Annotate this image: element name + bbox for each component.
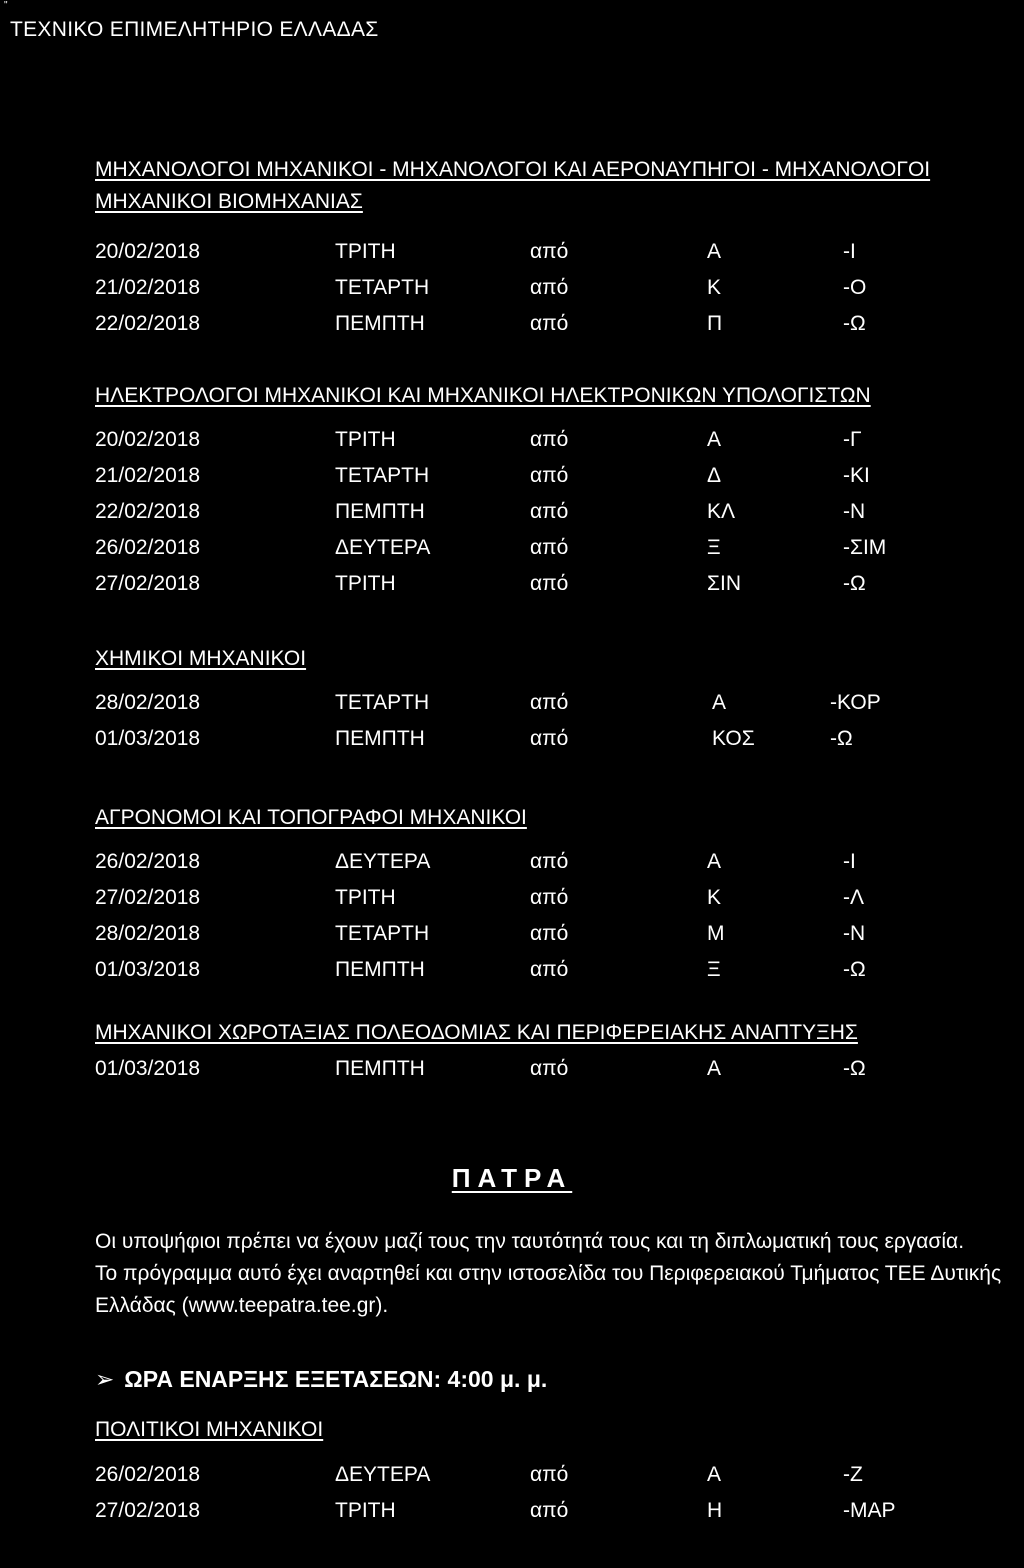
- row-start-letter: Α: [712, 691, 727, 714]
- row-end-letter: -ΚΙ: [843, 464, 870, 487]
- row-day: ΤΡΙΤΗ: [335, 240, 396, 263]
- arrow-bullet-icon: ➢: [95, 1366, 115, 1392]
- row-from: από: [530, 500, 569, 523]
- row-start-letter: Α: [707, 1057, 722, 1080]
- row-start-letter: Μ: [707, 922, 725, 945]
- row-start-letter: ΣΙΝ: [707, 572, 741, 595]
- schedule-row: [95, 234, 1015, 270]
- row-date: 27/02/2018: [95, 572, 201, 595]
- row-from: από: [530, 572, 569, 595]
- section-title: ΠΟΛΙΤΙΚΟΙ ΜΗΧΑΝΙΚΟΙ: [95, 1418, 324, 1441]
- row-day: ΠΕΜΠΤΗ: [335, 1057, 425, 1080]
- row-date: 21/02/2018: [95, 464, 201, 487]
- row-day: ΔΕΥΤΕΡΑ: [335, 1463, 431, 1486]
- row-start-letter: Ξ: [707, 536, 721, 559]
- schedule-row: [95, 306, 1015, 342]
- section-title: ΜΗΧΑΝΙΚΟΙ ΧΩΡΟΤΑΞΙΑΣ ΠΟΛΕΟΔΟΜΙΑΣ ΚΑΙ ΠΕΡΙΦΕΡΕΙΑΚΗΣ ΑΝΑΠΤΥΞΗΣ: [95, 1021, 858, 1044]
- section-title: ΗΛΕΚΤΡΟΛΟΓΟΙ ΜΗΧΑΝΙΚΟΙ ΚΑΙ ΜΗΧΑΝΙΚΟΙ ΗΛΕΚΤΡΟΝΙΚΩΝ ΥΠΟΛΟΓΙΣΤΩΝ: [95, 384, 871, 407]
- row-day: ΤΕΤΑΡΤΗ: [335, 276, 430, 299]
- row-date: 01/03/2018: [95, 727, 201, 750]
- row-day: ΤΡΙΤΗ: [335, 1499, 396, 1522]
- schedule-row: [95, 270, 1015, 306]
- row-from: από: [530, 428, 569, 451]
- row-start-letter: Ξ: [707, 958, 721, 981]
- row-end-letter: -Ω: [830, 727, 853, 750]
- row-date: 27/02/2018: [95, 886, 201, 909]
- row-from: από: [530, 464, 569, 487]
- schedule-row: [95, 880, 1015, 916]
- row-day: ΤΡΙΤΗ: [335, 572, 396, 595]
- note-website: Το πρόγραμμα αυτό έχει αναρτηθεί και στην ιστοσελίδα του Περιφερειακού Τμήματος ΤΕΕ Δυτικής Ελλάδας (www.teepatra.tee.gr).: [95, 1262, 1002, 1317]
- row-date: 26/02/2018: [95, 536, 201, 559]
- organization-name: ΤΕΧΝΙΚΟ ΕΠΙΜΕΛΗΤΗΡΙΟ ΕΛΛΑΔΑΣ: [10, 18, 379, 41]
- row-start-letter: Α: [707, 1463, 722, 1486]
- schedule-row: [95, 685, 1015, 721]
- schedule-row: [95, 530, 1015, 566]
- exam-start-time-text: ΩΡΑ ΕΝΑΡΞΗΣ ΕΞΕΤΑΣΕΩΝ: 4:00 μ. μ.: [124, 1366, 548, 1392]
- row-day: ΠΕΜΠΤΗ: [335, 500, 425, 523]
- row-end-letter: -Ω: [843, 572, 866, 595]
- row-date: 22/02/2018: [95, 312, 201, 335]
- row-date: 22/02/2018: [95, 500, 201, 523]
- row-from: από: [530, 1499, 569, 1522]
- schedule-row: [95, 952, 1015, 988]
- row-from: από: [530, 312, 569, 335]
- row-date: 21/02/2018: [95, 276, 201, 299]
- row-end-letter: -Ω: [843, 1057, 866, 1080]
- row-end-letter: -Ο: [843, 276, 867, 299]
- row-day: ΔΕΥΤΕΡΑ: [335, 850, 431, 873]
- row-from: από: [530, 1057, 569, 1080]
- row-day: ΤΡΙΤΗ: [335, 886, 396, 909]
- row-start-letter: Α: [707, 850, 722, 873]
- row-from: από: [530, 958, 569, 981]
- schedule-row: [95, 494, 1015, 530]
- section-spatial-planning-engineers: [95, 1017, 1015, 1087]
- row-date: 26/02/2018: [95, 1463, 201, 1486]
- row-day: ΔΕΥΤΕΡΑ: [335, 536, 431, 559]
- row-end-letter: -ΣΙΜ: [843, 536, 887, 559]
- schedule-row: [95, 1051, 1015, 1087]
- row-date: 20/02/2018: [95, 240, 201, 263]
- row-from: από: [530, 691, 569, 714]
- row-from: από: [530, 727, 569, 750]
- schedule-row: [95, 1493, 1015, 1529]
- city-heading: ΠΑΤΡΑ: [451, 1163, 573, 1193]
- schedule-row: [95, 844, 1015, 880]
- row-from: από: [530, 1463, 569, 1486]
- row-from: από: [530, 850, 569, 873]
- row-day: ΤΕΤΑΡΤΗ: [335, 691, 430, 714]
- row-from: από: [530, 922, 569, 945]
- row-end-letter: -Ζ: [843, 1463, 863, 1486]
- row-day: ΤΡΙΤΗ: [335, 428, 396, 451]
- notes: [95, 1226, 1020, 1322]
- row-end-letter: -Λ: [843, 886, 865, 909]
- row-date: 20/02/2018: [95, 428, 201, 451]
- row-start-letter: Α: [707, 428, 722, 451]
- row-from: από: [530, 276, 569, 299]
- exam-start-time: [95, 1366, 547, 1393]
- row-start-letter: Κ: [707, 276, 722, 299]
- row-day: ΤΕΤΑΡΤΗ: [335, 464, 430, 487]
- row-day: ΤΕΤΑΡΤΗ: [335, 922, 430, 945]
- row-from: από: [530, 240, 569, 263]
- row-date: 28/02/2018: [95, 691, 201, 714]
- row-start-letter: Κ: [707, 886, 722, 909]
- schedule-row: [95, 458, 1015, 494]
- row-start-letter: Δ: [707, 464, 722, 487]
- row-start-letter: Α: [707, 240, 722, 263]
- section-electrical-engineers: [95, 380, 1015, 602]
- row-end-letter: -Ι: [843, 240, 856, 263]
- row-date: 01/03/2018: [95, 958, 201, 981]
- row-day: ΠΕΜΠΤΗ: [335, 958, 425, 981]
- row-date: 28/02/2018: [95, 922, 201, 945]
- page-mark: ": [4, 0, 8, 11]
- row-start-letter: ΚΛ: [707, 500, 736, 523]
- schedule-row: [95, 422, 1015, 458]
- schedule-row: [95, 916, 1015, 952]
- note-documents: Οι υποψήφιοι πρέπει να έχουν μαζί τους την ταυτότητά τους και τη διπλωματική τους εργασία.: [95, 1230, 965, 1253]
- row-from: από: [530, 886, 569, 909]
- row-day: ΠΕΜΠΤΗ: [335, 312, 425, 335]
- section-title: ΧΗΜΙΚΟΙ ΜΗΧΑΝΙΚΟΙ: [95, 647, 307, 670]
- row-start-letter: Π: [707, 312, 723, 335]
- section-surveying-engineers: [95, 802, 1015, 988]
- row-end-letter: -Ν: [843, 500, 866, 523]
- section-chemical-engineers: [95, 643, 1015, 757]
- row-end-letter: -Ν: [843, 922, 866, 945]
- row-end-letter: -Ι: [843, 850, 856, 873]
- row-day: ΠΕΜΠΤΗ: [335, 727, 425, 750]
- row-date: 26/02/2018: [95, 850, 201, 873]
- row-date: 01/03/2018: [95, 1057, 201, 1080]
- row-start-letter: ΚΟΣ: [712, 727, 755, 750]
- row-end-letter: -Γ: [843, 428, 862, 451]
- schedule-row: [95, 721, 1015, 757]
- section-mechanical-engineers: [95, 154, 1015, 342]
- row-end-letter: -ΜΑΡ: [843, 1499, 896, 1522]
- row-start-letter: Η: [707, 1499, 723, 1522]
- schedule-row: [95, 1457, 1015, 1493]
- row-end-letter: -Ω: [843, 958, 866, 981]
- row-date: 27/02/2018: [95, 1499, 201, 1522]
- section-title: ΑΓΡΟΝΟΜΟΙ ΚΑΙ ΤΟΠΟΓΡΑΦΟΙ ΜΗΧΑΝΙΚΟΙ: [95, 806, 527, 829]
- row-from: από: [530, 536, 569, 559]
- row-end-letter: -Ω: [843, 312, 866, 335]
- section-title: ΜΗΧΑΝΟΛΟΓΟΙ ΜΗΧΑΝΙΚΟΙ - ΜΗΧΑΝΟΛΟΓΟΙ ΚΑΙ ΑΕΡΟΝΑΥΠΗΓΟΙ - ΜΗΧΑΝΟΛΟΓΟΙ ΜΗΧΑΝΙΚΟΙ ΒΙΟΜΗΧΑΝΙΑΣ: [95, 158, 931, 213]
- row-end-letter: -ΚΟΡ: [830, 691, 881, 714]
- schedule-row: [95, 566, 1015, 602]
- section-civil-engineers: [95, 1414, 1015, 1529]
